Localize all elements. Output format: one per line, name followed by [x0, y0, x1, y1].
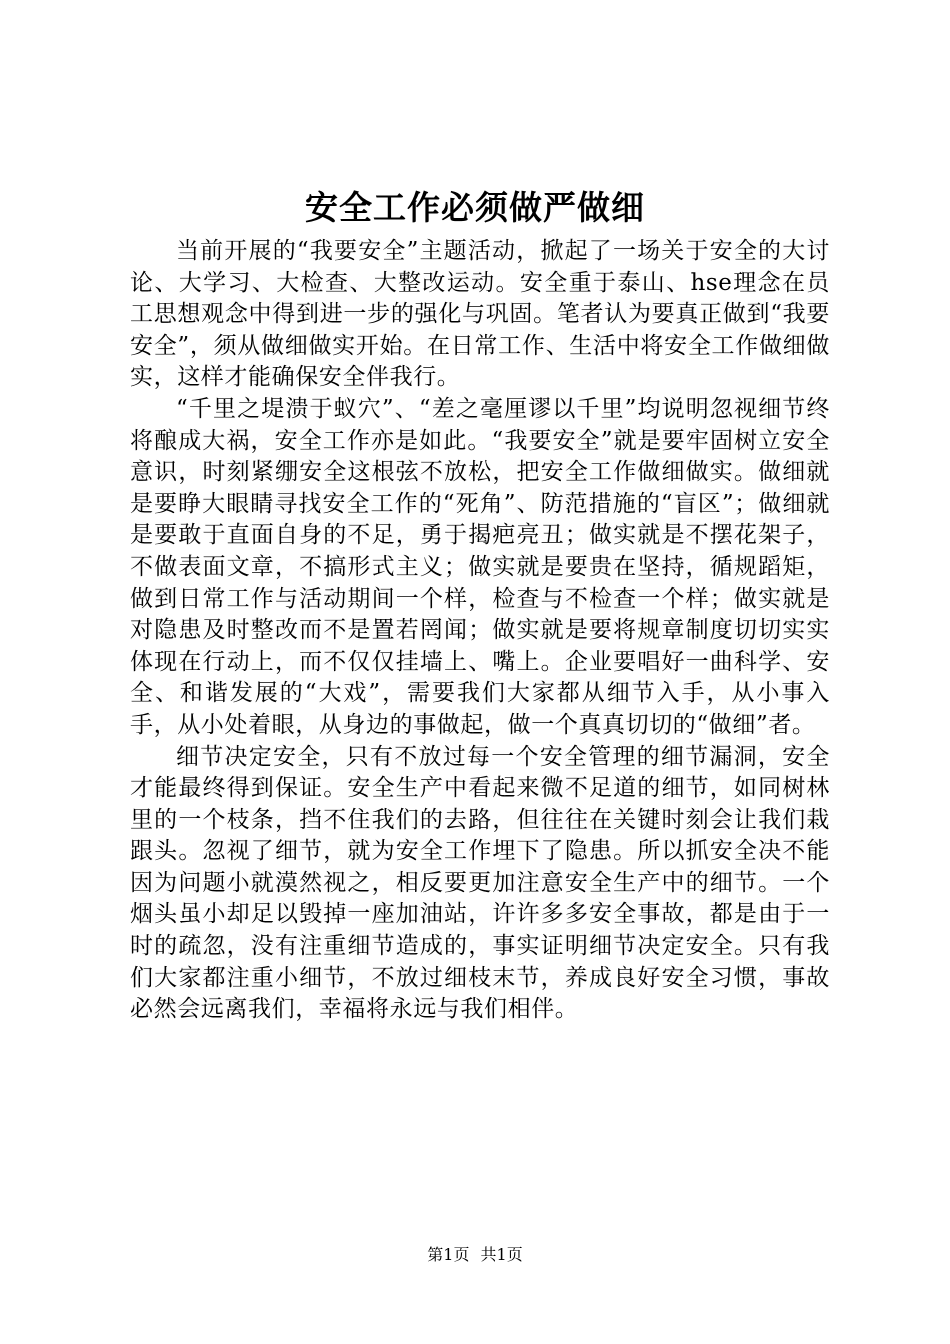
document-title: 安全工作必须做严做细 — [305, 188, 645, 227]
paragraph-1: 当前开展的“我要安全”主题活动，掀起了一场关于安全的大讨论、大学习、大检查、大整改运动。安全重于泰山、hse理念在员工思想观念中得到进一步的强化与巩固。笔者认为要真正做到“我要安全”，须从做细做实开始。在日常工作、生活中将安全工作做细做实，这样才能确保安全伴我行。 — [130, 238, 830, 391]
paragraph-2: “千里之堤溃于蚁穴”、“差之毫厘谬以千里”均说明忽视细节终将酿成大祸，安全工作亦是如此。“我要安全”就是要牢固树立安全意识，时刻紧绷安全这根弦不放松，把安全工作做细做实。做细就是要睁大眼睛寻找安全工作的“死角”、防范措施的“盲区”；做细就是要敢于直面自身的不足，勇于揭疤亮丑；做实就是不摆花架子，不做表面文章，不搞形式主义；做实就是要贵在坚持，循规蹈矩，做到日常工作与活动期间一个样，检查与不检查一个样；做实就是对隐患及时整改而不是置若罔闻；做实就是要将规章制度切切实实体现在行动上，而不仅仅挂墙上、嘴上。企业要唱好一曲科学、安全、和谐发展的“大戏”，需要我们大家都从细节入手，从小事入手，从小处着眼，从身边的事做起，做一个真真切切的“做细”者。 — [130, 395, 830, 738]
page-total: 共1页 — [480, 1245, 523, 1264]
page-number: 第1页 — [427, 1245, 470, 1264]
paragraph-3: 细节决定安全，只有不放过每一个安全管理的细节漏洞，安全才能最终得到保证。安全生产中看起来微不足道的细节，如同树林里的一个枝条，挡不住我们的去路，但往往在关键时刻会让我们栽跟头。忽视了细节，就为安全工作埋下了隐患。所以抓安全决不能因为问题小就漠然视之，相反要更加注意安全生产中的细节。一个烟头虽小却足以毁掉一座加油站，许许多多安全事故，都是由于一时的疏忽，没有注重细节造成的，事实证明细节决定安全。只有我们大家都注重小细节，不放过细枝末节，养成良好安全习惯，事故必然会远离我们，幸福将永远与我们相伴。 — [130, 743, 830, 1023]
document-body — [130, 236, 830, 1026]
page-footer — [0, 1244, 950, 1266]
